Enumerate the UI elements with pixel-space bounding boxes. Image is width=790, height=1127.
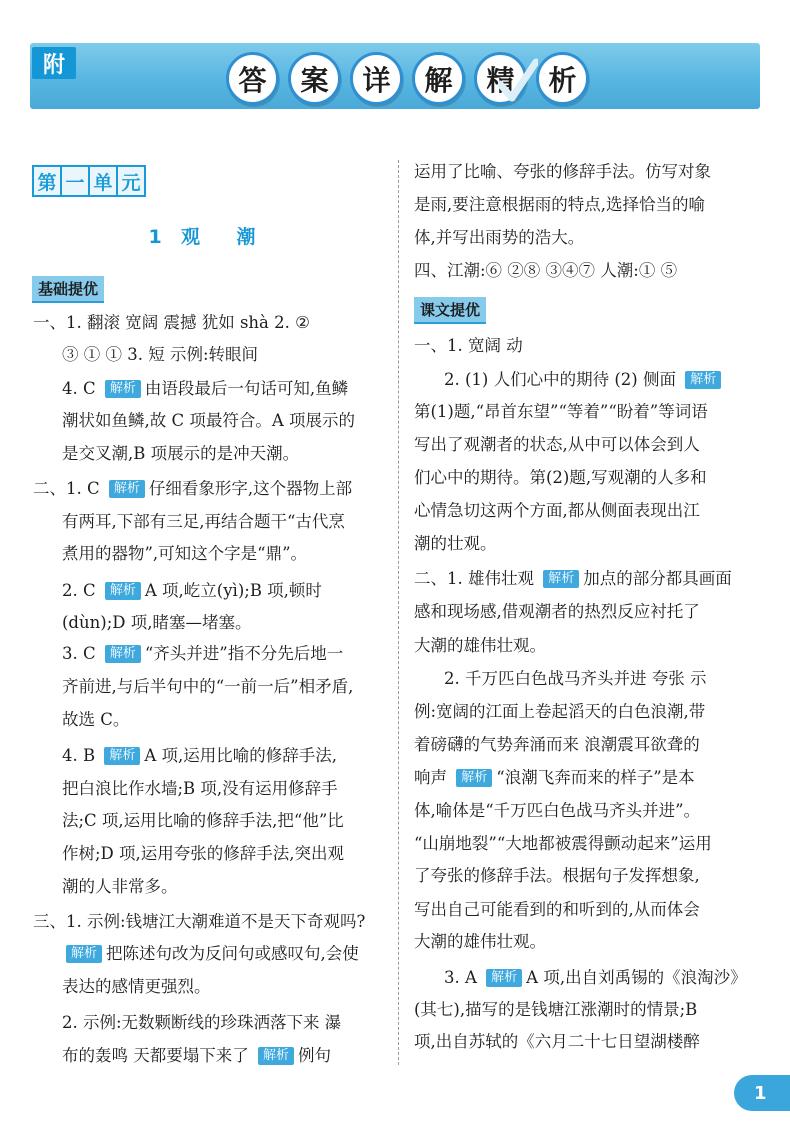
answer-text: 心情急切这两个方面,都从侧面表现出江 (414, 501, 700, 520)
answer-line (414, 334, 523, 358)
section-basic: 基础提优 (32, 276, 104, 303)
answer-line (414, 634, 546, 658)
answer-line (62, 579, 322, 603)
answer-text: 潮的人非常多。 (62, 877, 178, 896)
answer-text: 故选 C。 (62, 710, 130, 729)
analysis-tag: 解析 (258, 1047, 294, 1065)
unit-title (32, 165, 144, 197)
answer-text: (其七),描写的是钱塘江涨潮时的情景;B (414, 1000, 698, 1019)
answer-text: 例:宽阔的江面上卷起滔天的白色浪潮,带 (414, 702, 706, 721)
answer-line (62, 442, 299, 466)
answer-line (414, 433, 700, 457)
answer-line (414, 700, 705, 724)
analysis-tag: 解析 (685, 371, 721, 389)
answer-text: 项,出自苏轼的《六月二十七日望湖楼醉 (414, 1032, 700, 1051)
answer-line (62, 343, 258, 367)
answer-text: 3. A (444, 968, 483, 987)
answer-text: 大潮的雄伟壮观。 (414, 932, 546, 951)
answer-text: 2. (1) 人们心中的期待 (2) 侧面 (444, 370, 682, 389)
answer-text: 例句 (298, 1046, 332, 1065)
answer-line (414, 766, 695, 790)
answer-text: “齐头并进”指不分先后地一 (144, 644, 344, 663)
answer-text: 着磅礴的气势奔涌而来 浪潮震耳欲聋的 (414, 735, 700, 754)
answer-line (62, 975, 211, 999)
answer-text: 感和现场感,借观潮者的热烈反应衬托了 (414, 602, 700, 621)
answer-line (414, 600, 700, 624)
answer-line (414, 898, 700, 922)
answer-line (62, 542, 307, 566)
unit-title-char: 一 (60, 165, 90, 197)
answer-line (444, 966, 747, 990)
answer-line (33, 311, 310, 335)
answer-line (414, 400, 708, 424)
answer-text: 第(1)题,“昂首东望”“等着”“盼着”等词语 (414, 402, 708, 421)
answer-line (62, 942, 359, 966)
appendix-label: 附 (32, 47, 76, 79)
banner-title-char: 解 (412, 52, 465, 105)
answer-text: 4. C (62, 379, 101, 398)
answer-text: 加点的部分都具画面 (583, 569, 732, 588)
answer-text: 二、1. C (33, 479, 105, 498)
answer-line (62, 675, 353, 699)
answer-line (414, 499, 700, 523)
answer-text: 煮用的器物”,可知这个字是“鼎”。 (62, 544, 308, 563)
unit-title-char: 第 (32, 165, 62, 197)
answer-line (444, 368, 725, 392)
answer-line (414, 567, 732, 591)
analysis-tag: 解析 (105, 582, 141, 600)
answer-line (62, 708, 129, 732)
analysis-tag: 解析 (105, 380, 141, 398)
answer-text: 2. 千万匹白色战马齐头并进 夸张 示 (444, 669, 707, 688)
answer-line (414, 226, 584, 250)
banner-title-char: 析 (536, 52, 589, 105)
answer-line (414, 193, 705, 217)
answer-line (414, 466, 707, 490)
answer-line (62, 842, 344, 866)
answer-line (444, 667, 706, 691)
analysis-tag: 解析 (543, 570, 579, 588)
answer-line (33, 910, 365, 934)
answer-line (414, 733, 700, 757)
analysis-tag: 解析 (486, 969, 522, 987)
lesson-title: 1 观 潮 (148, 226, 258, 248)
answer-line (33, 477, 352, 501)
banner-title-char: 答 (226, 52, 279, 105)
answer-text: 运用了比喻、夸张的修辞手法。仿写对象 (414, 162, 711, 181)
answer-line (414, 930, 546, 954)
answer-text: 一、1. 翻滚 宽阔 震撼 犹如 shà 2. ② (33, 313, 310, 332)
answer-line (62, 1044, 331, 1068)
answer-text: 齐前进,与后半句中的“一前一后”相矛盾, (62, 677, 354, 696)
answer-text: “浪潮飞奔而来的样子”是本 (496, 768, 695, 787)
banner-title-char: 详 (350, 52, 403, 105)
answer-line (414, 799, 700, 823)
analysis-tag: 解析 (109, 480, 145, 498)
answer-line (414, 832, 712, 856)
page-number: 1 (734, 1075, 790, 1111)
answer-text: A 项,运用比喻的修辞手法, (144, 746, 338, 765)
answer-text: 法;C 项,运用比喻的修辞手法,把“他”比 (62, 811, 344, 830)
answer-line (62, 510, 345, 534)
analysis-tag: 解析 (66, 945, 102, 963)
answer-line (62, 409, 355, 433)
answer-line (414, 998, 697, 1022)
answer-line (414, 864, 700, 888)
answer-text: 表达的感情更强烈。 (62, 977, 211, 996)
answer-line (62, 377, 348, 401)
answer-text: “山崩地裂”“大地都被震得颤动起来”运用 (414, 834, 712, 853)
analysis-tag: 解析 (104, 747, 140, 765)
section-text: 课文提优 (414, 297, 486, 324)
answer-text: 有两耳,下部有三足,再结合题干“古代烹 (62, 512, 345, 531)
answer-line (414, 160, 711, 184)
answer-text: 体,并写出雨势的浩大。 (414, 228, 585, 247)
answer-line (62, 642, 343, 666)
answer-text: (dùn);D 项,睹塞—堵塞。 (62, 613, 252, 632)
unit-title-char: 元 (116, 165, 146, 197)
answer-text: 一、1. 宽阔 动 (414, 336, 523, 355)
answer-text: 体,喻体是“千万匹白色战马齐头并进”。 (414, 801, 701, 820)
answer-text: 二、1. 雄伟壮观 (414, 569, 540, 588)
answer-text: 潮状如鱼鳞,故 C 项最符合。A 项展示的 (62, 411, 356, 430)
answer-text: 把白浪比作水墙;B 项,没有运用修辞手 (62, 779, 338, 798)
answer-text: 是雨,要注意根据雨的特点,选择恰当的喻 (414, 195, 705, 214)
answer-text: 2. 示例:无数颗断线的珍珠洒落下来 瀑 (62, 1013, 342, 1032)
answer-line (62, 809, 344, 833)
answer-line (414, 259, 677, 283)
answer-text: ③ ① ① 3. 短 示例:转眼间 (62, 345, 259, 364)
answer-text: 潮的壮观。 (414, 534, 497, 553)
answer-text: 是交叉潮,B 项展示的是冲天潮。 (62, 444, 300, 463)
answer-text: 仔细看象形字,这个器物上部 (148, 479, 353, 498)
banner-title-char: 案 (288, 52, 341, 105)
answer-text: 大潮的雄伟壮观。 (414, 636, 546, 655)
answer-line (62, 744, 337, 768)
answer-text: 3. C (62, 644, 101, 663)
answer-text: 四、江潮:⑥ ②⑧ ③④⑦ 人潮:① ⑤ (414, 261, 678, 280)
answer-text: A 项,出自刘禹锡的《浪淘沙》 (526, 968, 747, 987)
answer-line (62, 611, 251, 635)
answer-line (62, 777, 338, 801)
column-divider (398, 160, 399, 1065)
answer-text: 布的轰鸣 天都要塌下来了 (62, 1046, 254, 1065)
answer-text: 们心中的期待。第(2)题,写观潮的人多和 (414, 468, 707, 487)
answer-text: 响声 (414, 768, 453, 787)
answer-text: 把陈述句改为反问句或感叹句,会使 (106, 944, 359, 963)
answer-text: 4. B (62, 746, 101, 765)
answer-text: 2. C (62, 581, 101, 600)
unit-title-char: 单 (88, 165, 118, 197)
answer-text: 了夸张的修辞手法。根据句子发挥想象, (414, 866, 700, 885)
answer-text: 写出自己可能看到的和听到的,从而体会 (414, 900, 700, 919)
answer-text: 由语段最后一句话可知,鱼鳞 (144, 379, 349, 398)
answer-text: 作树;D 项,运用夸张的修辞手法,突出观 (62, 844, 345, 863)
answer-text: 三、1. 示例:钱塘江大潮难道不是天下奇观吗? (33, 912, 366, 931)
analysis-tag: 解析 (105, 645, 141, 663)
answer-line (62, 1011, 341, 1035)
answer-line (414, 1030, 700, 1054)
banner-title-char: 精 (474, 52, 527, 105)
checkmark-icon (498, 58, 538, 104)
answer-text: A 项,屹立(yì);B 项,顿时 (144, 581, 322, 600)
answer-text: 写出了观潮者的状态,从中可以体会到人 (414, 435, 700, 454)
analysis-tag: 解析 (456, 769, 492, 787)
answer-line (414, 532, 497, 556)
answer-line (62, 875, 178, 899)
